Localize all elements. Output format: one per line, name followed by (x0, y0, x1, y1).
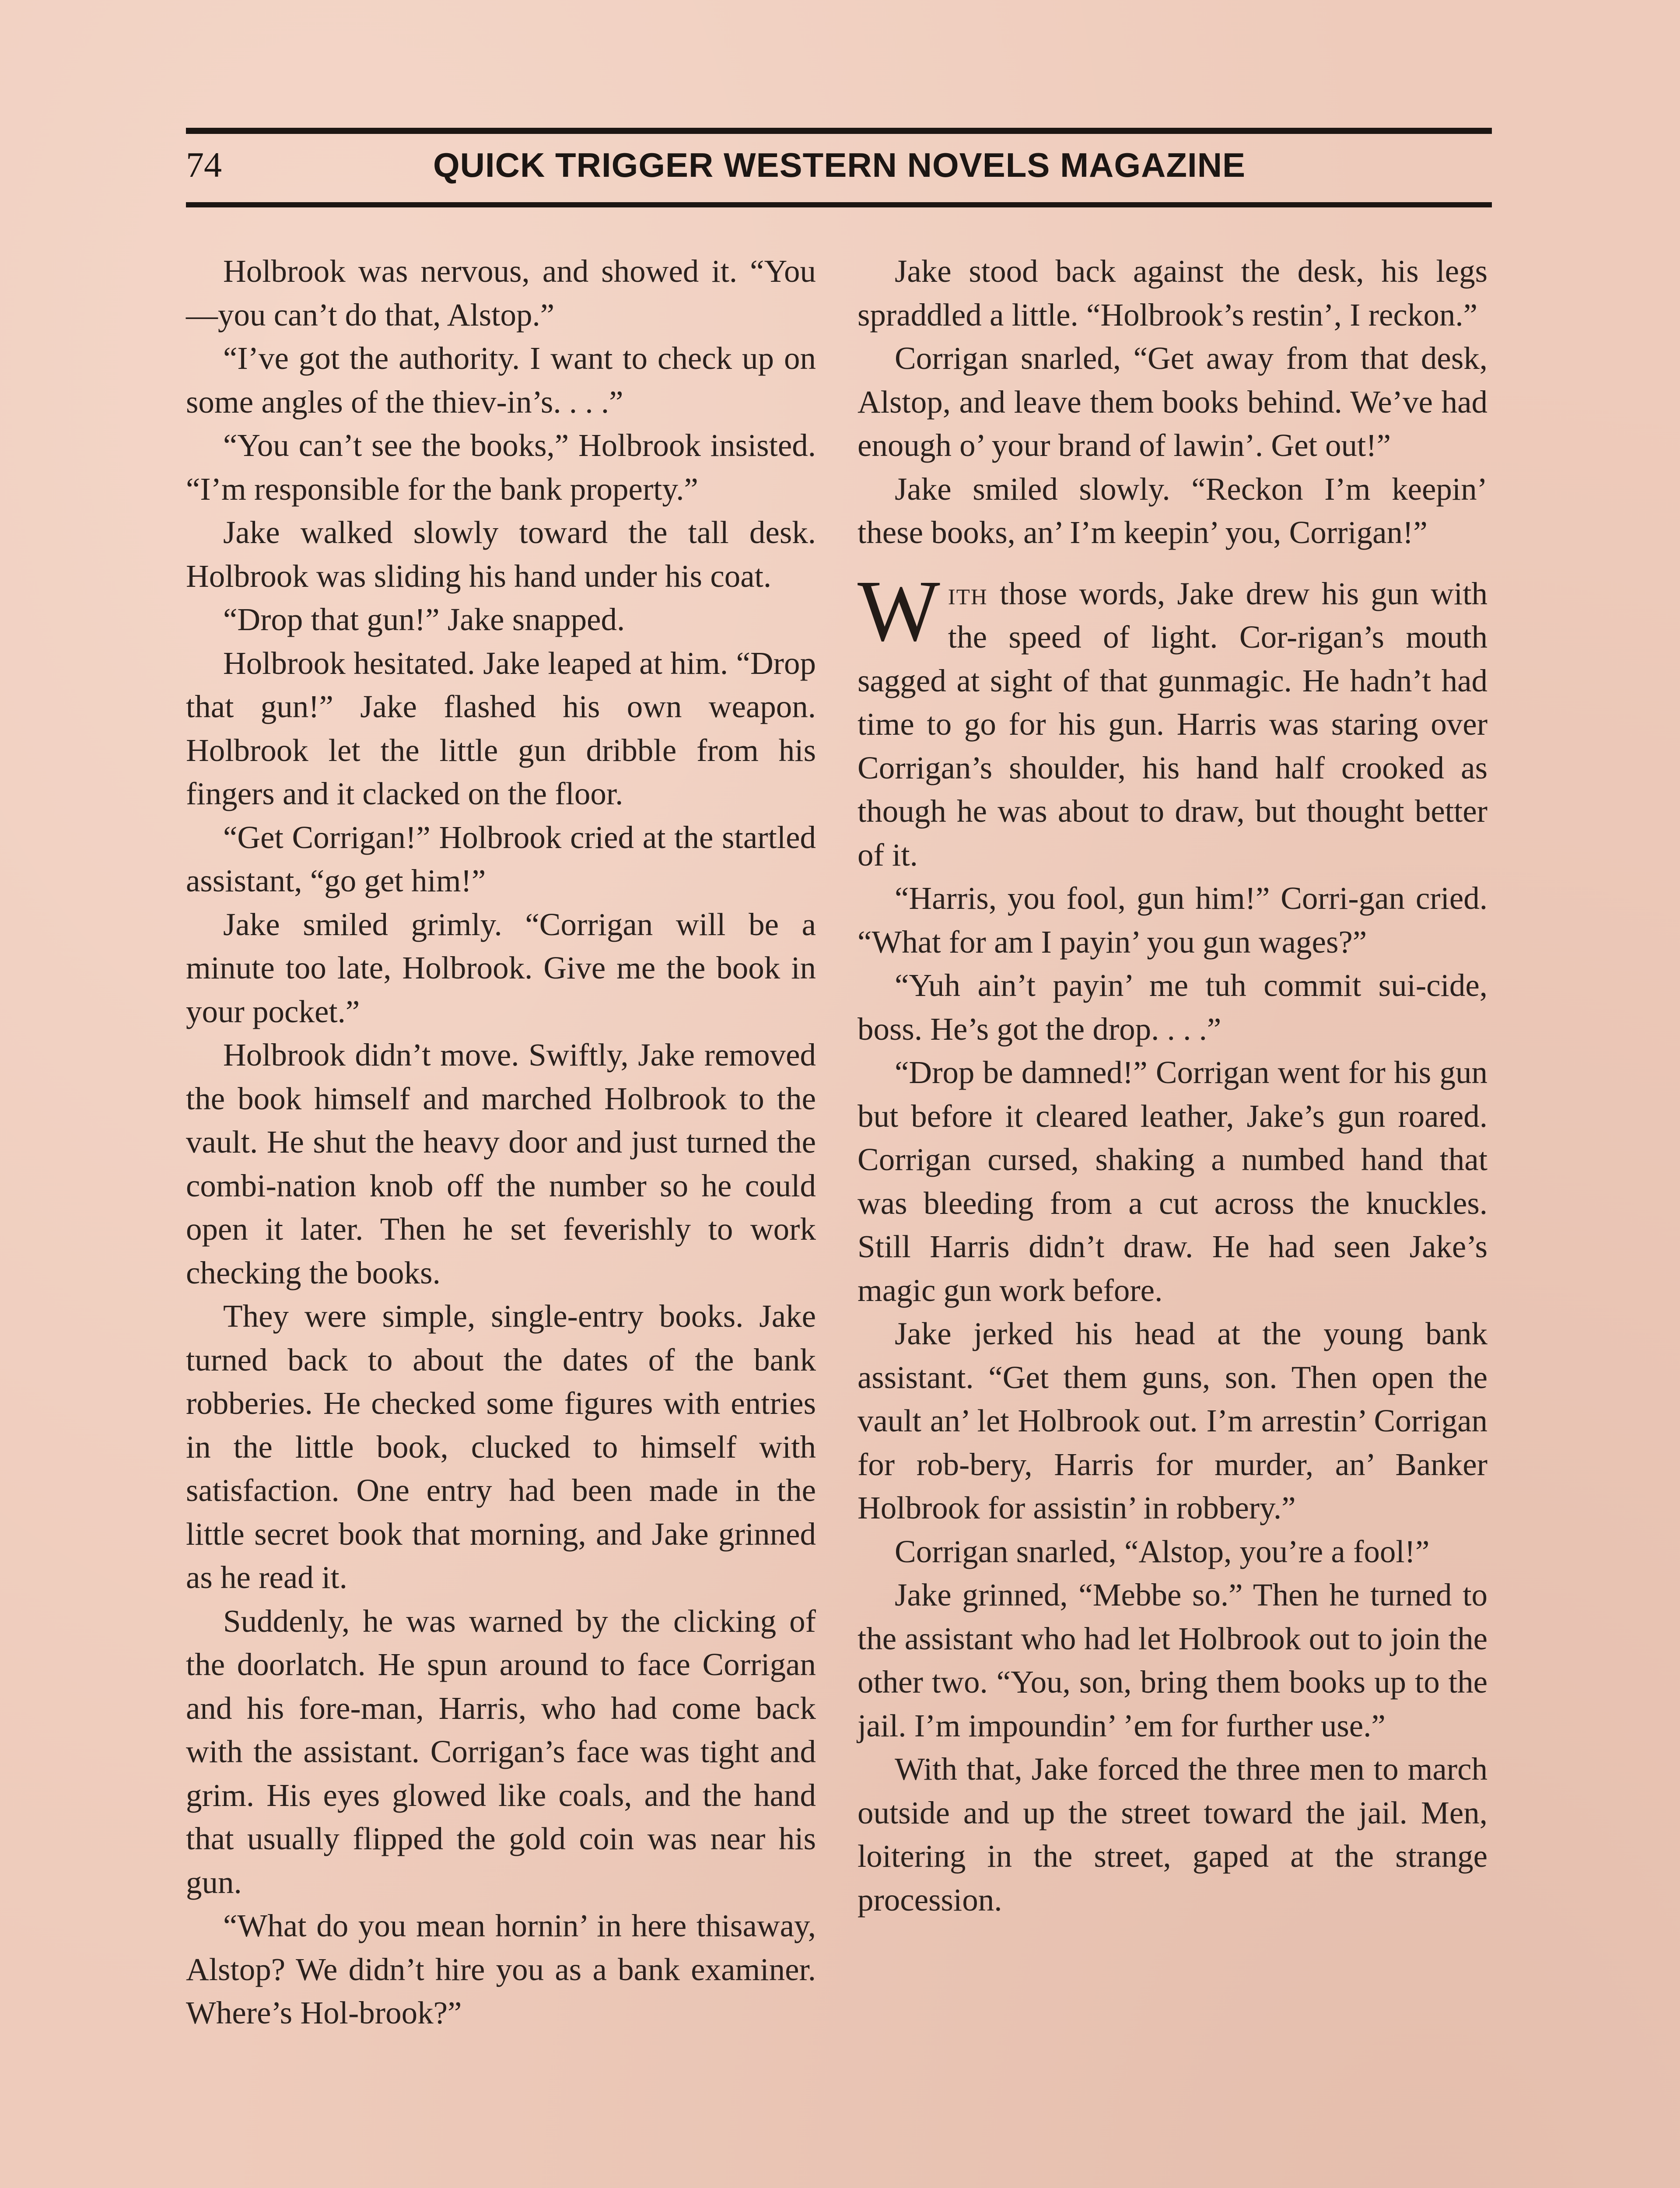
paragraph: Jake jerked his head at the young bank assistant. “Get them guns, son. Then open the vault an’ let Holbrook out. I’m arrestin’ Corrigan for rob-bery, Harris for murder, an’ Banker Holbrook for assistin’ in robbery.” (858, 1316, 1488, 1525)
paragraph: Jake smiled slowly. “Reckon I’m keepin’ these books, an’ I’m keepin’ you, Corrigan!” (858, 471, 1488, 550)
drop-cap-letter: W (858, 562, 940, 659)
paragraph: “Drop be damned!” Corrigan went for his gun but before it cleared leather, Jake’s gun roared. Corrigan cursed, shaking a numbed hand that was bleeding from a cut across the knuckles. Still Harris didn’t draw. He had seen Jake’s magic gun work before. (858, 1055, 1488, 1308)
paragraph: Corrigan snarled, “Get away from that desk, Alstop, and leave them books behind. We’ve had enough o’ your brand of lawin’. Get out!” (858, 340, 1488, 463)
small-caps-lead: ith (948, 575, 988, 611)
right-text-column (858, 249, 1488, 2188)
left-text-column (186, 249, 816, 2188)
paragraph: Jake grinned, “Mebbe so.” Then he turned to the assistant who had let Holbrook out to join the other two. “You, son, bring them books up to the jail. I’m impoundin’ ’em for further use.” (858, 1577, 1488, 1743)
paragraph: “Get Corrigan!” Holbrook cried at the startled assistant, “go get him!” (186, 819, 816, 898)
paragraph: “You can’t see the books,” Holbrook insisted. “I’m responsible for the bank property.” (186, 428, 816, 507)
paragraph: Jake smiled grimly. “Corrigan will be a minute too late, Holbrook. Give me the book in your pocket.” (186, 906, 816, 1029)
magazine-title: QUICK TRIGGER WESTERN NOVELS MAGAZINE (433, 146, 1246, 184)
section-break (858, 554, 1488, 572)
paragraph: Suddenly, he was warned by the clicking of the doorlatch. He spun around to face Corrigan and his fore-man, Harris, who had come back with the assistant. Corrigan’s face was tight and grim. His eyes glowed like coals, and the hand that usually flipped the gold coin was near his gun. (186, 1603, 816, 1900)
paragraph: “Drop that gun!” Jake snapped. (223, 602, 625, 637)
paragraph: Corrigan snarled, “Alstop, you’re a fool!” (895, 1533, 1430, 1569)
opening-paragraph-text: those words, Jake drew his gun with the speed of light. Cor-rigan’s mouth sagged at sight of that gunmagic. He hadn’t had time to go for his gun. Harris was staring over Corrigan’s shoulder, his hand half crooked as though he was about to draw, but thought better of it. (858, 575, 1488, 873)
paragraph: Holbrook hesitated. Jake leaped at him. “Drop that gun!” Jake flashed his own weapon. Holbrook let the little gun dribble from his fingers and it clacked on the floor. (186, 645, 816, 811)
section-opening-paragraph (858, 562, 1488, 877)
page-number: 74 (186, 145, 222, 185)
paragraph: Jake stood back against the desk, his legs spraddled a little. “Holbrook’s restin’, I reckon.” (858, 253, 1488, 333)
running-header (186, 140, 1492, 197)
paragraph: “What do you mean hornin’ in here thisaway, Alstop? We didn’t hire you as a bank examiner. Where’s Hol-brook?” (186, 1908, 816, 2030)
header-bottom-rule (186, 202, 1492, 207)
paragraph: Holbrook was nervous, and showed it. “You—you can’t do that, Alstop.” (186, 253, 816, 333)
paragraph: With that, Jake forced the three men to march outside and up the street toward the jail. Men, loitering in the street, gaped at the strange procession. (858, 1751, 1488, 1918)
header-top-rule (186, 128, 1492, 134)
paragraph: “I’ve got the authority. I want to check up on some angles of the thiev-in’s. . . .” (186, 340, 816, 420)
paragraph: They were simple, single-entry books. Jake turned back to about the dates of the bank robberies. He checked some figures with entries in the little book, clucked to himself with satisfaction. One entry had been made in the little secret book that morning, and Jake grinned as he read it. (186, 1298, 816, 1595)
paragraph: Holbrook didn’t move. Swiftly, Jake removed the book himself and marched Holbrook to the vault. He shut the heavy door and just turned the combi-nation knob off the number so he could open it later. Then he set feverishly to work checking the books. (186, 1037, 816, 1290)
paragraph: “Harris, you fool, gun him!” Corri-gan cried. “What for am I payin’ you gun wages?” (858, 880, 1488, 960)
paragraph: Jake walked slowly toward the tall desk. Holbrook was sliding his hand under his coat. (186, 515, 816, 594)
paragraph: “Yuh ain’t payin’ me tuh commit sui-cide, boss. He’s got the drop. . . .” (858, 968, 1488, 1047)
